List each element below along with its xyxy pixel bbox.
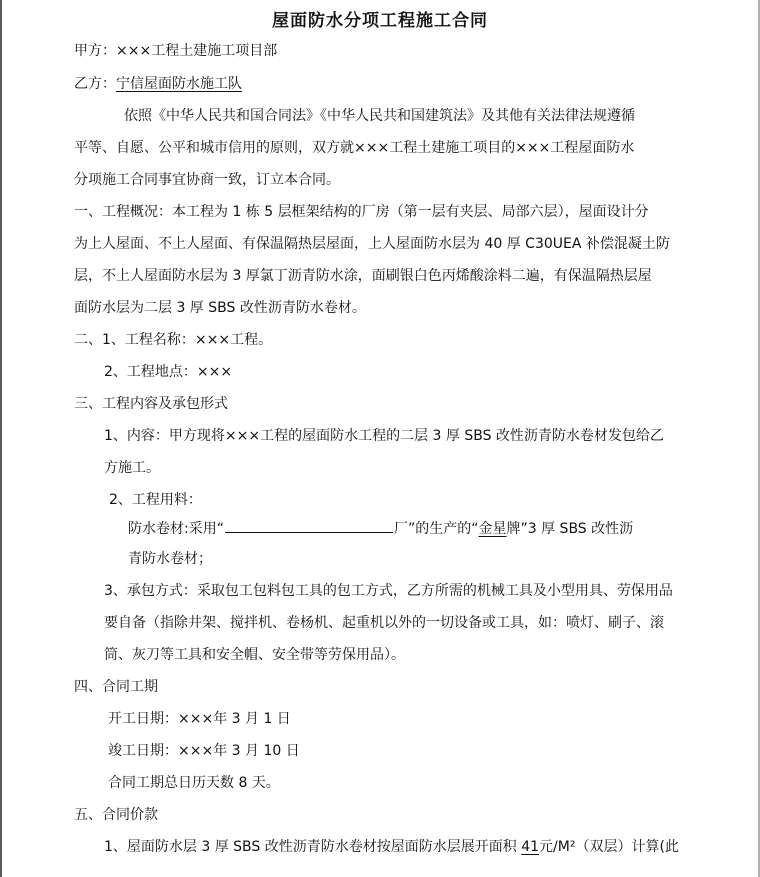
price-prefix: 1、屋面防水层 3 厚 SBS 改性沥青防水卷材按屋面防水层展开面积 [104, 839, 517, 855]
party-b [74, 74, 242, 94]
document-title: 屋面防水分项工程施工合同 [272, 11, 488, 31]
section1-line-2: 为上人屋面、不上人屋面、有保温隔热层屋面，上人屋面防水层为 40 厚 C30UEA 补偿混凝土防 [74, 236, 670, 252]
party-a [74, 41, 277, 61]
unit-price: 41 [521, 839, 540, 855]
completion-date: 竣工日期：×××年 3 月 10 日 [108, 743, 300, 759]
materials-line [128, 517, 633, 539]
preamble-line-1: 依照《中华人民共和国合同法》《中华人民共和国建筑法》及其他有关法律法规遵循 [124, 108, 635, 124]
section1-line-1: 一、工程概况：本工程为 1 栋 5 层框架结构的厂房（第一层有夹层、局部六层），屋面设计分 [74, 204, 649, 220]
section3-content-line-1: 1、内容：甲方现将×××工程的屋面防水工程的二层 3 厚 SBS 改性沥青防水卷材发包给乙 [104, 428, 664, 444]
start-date: 开工日期：×××年 3 月 1 日 [108, 711, 291, 727]
party-b-name: 宁信屋面防水施工队 [116, 76, 242, 92]
contract-form-line-1: 3、承包方式：采取包工包料包工具的包工方式，乙方所需的机械工具及小型用具、劳保用品 [104, 583, 673, 599]
materials-suffix: 牌”3 厚 SBS 改性沥 [506, 521, 634, 537]
section3-materials-heading: 2、工程用料： [109, 492, 202, 508]
section1-line-4: 面防水层为二层 3 厚 SBS 改性沥青防水卷材。 [74, 300, 366, 316]
party-a-name: ×××工程土建施工项目部 [116, 43, 278, 59]
contract-form-line-3: 筒、灰刀等工具和安全帽、安全带等劳保用品）。 [104, 647, 405, 663]
materials-line-2: 青防水卷材； [128, 551, 212, 567]
section2-item-2: 2、工程地点：××× [104, 364, 233, 380]
preamble-line-3: 分项施工合同事宜协商一致，订立本合同。 [74, 172, 340, 188]
section2-item-1: 二、1、工程名称：×××工程。 [74, 332, 273, 348]
party-a-label: 甲方： [74, 43, 116, 59]
section5-heading: 五、合同价款 [74, 807, 158, 823]
party-b-label: 乙方： [74, 76, 116, 92]
section3-content-line-2: 方施工。 [104, 460, 160, 476]
preamble-line-2: 平等、自愿、公平和城市信用的原则，双方就×××工程土建施工项目的×××工程屋面防水 [74, 140, 635, 156]
brand-name: 金星 [478, 521, 507, 537]
price-suffix: 元/M²（双层）计算(此 [539, 839, 679, 855]
materials-prefix: 防水卷材:采用“ [128, 521, 224, 537]
section4-heading: 四、合同工期 [74, 679, 158, 695]
total-duration: 合同工期总日历天数 8 天。 [108, 775, 280, 791]
section3-heading: 三、工程内容及承包形式 [74, 396, 228, 412]
materials-mid: 厂”的生产的“ [393, 521, 479, 537]
section1-line-3: 层，不上人屋面防水层为 3 厚氯丁沥青防水涂，面刷银白色丙烯酸涂料二遍，有保温隔热层屋 [74, 268, 652, 284]
page-edge-left [0, 0, 2, 877]
contract-form-line-2: 要自备（指除井架、搅拌机、卷杨机、起重机以外的一切设备或工具，如：喷灯、刷子、滚 [104, 615, 664, 631]
manufacturer-blank [225, 517, 393, 533]
section5-item-1 [104, 837, 679, 857]
